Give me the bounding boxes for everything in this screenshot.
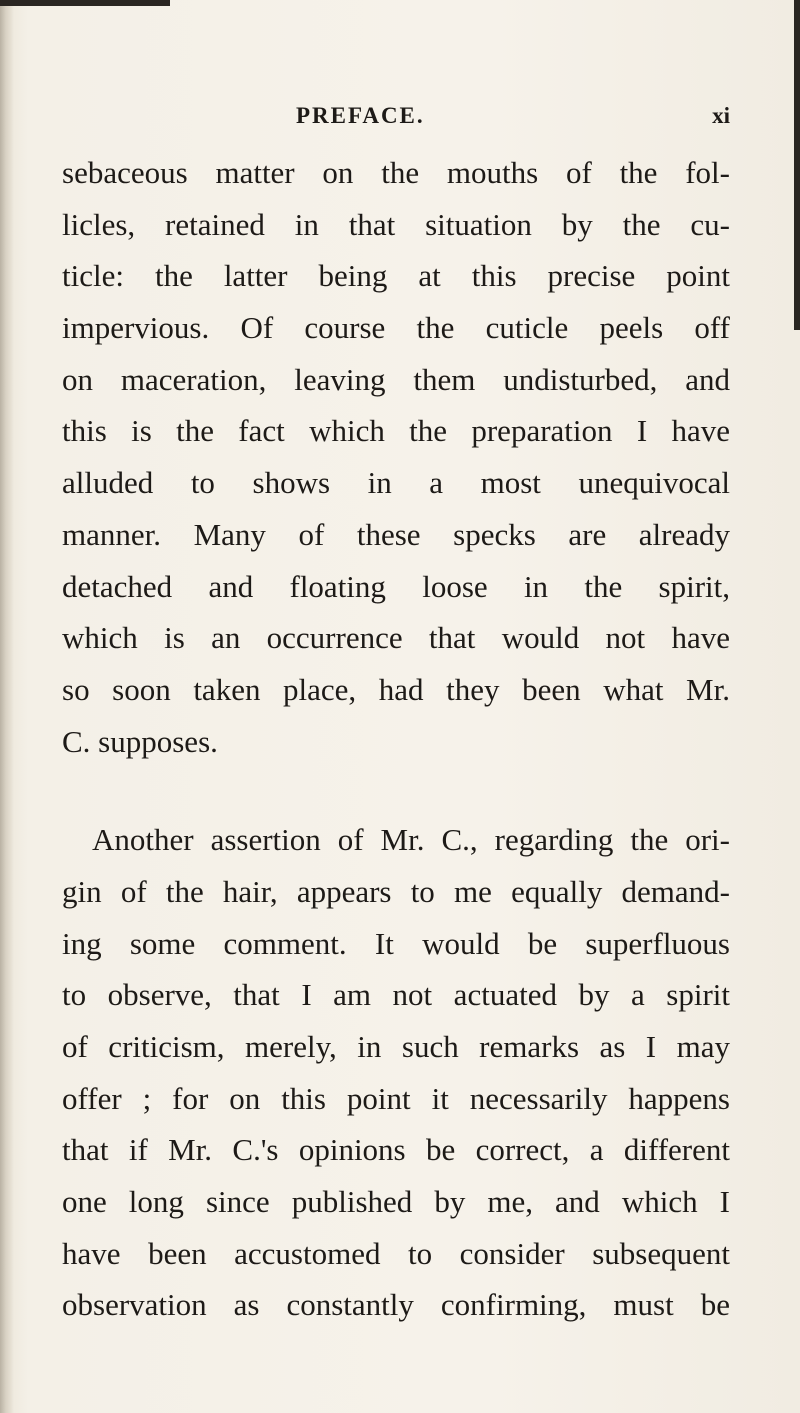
text-line: observation as constantly confirming, must be <box>62 1287 730 1323</box>
text-line: have been accustomed to consider subsequent <box>62 1235 730 1271</box>
text-line: to observe, that I am not actuated by a spirit <box>62 977 730 1013</box>
text-line: so soon taken place, had they been what Mr. <box>62 671 730 707</box>
text-line: that if Mr. C.'s opinions be correct, a different <box>62 1132 730 1168</box>
paragraph-gap <box>62 767 730 814</box>
body-text <box>62 147 730 1331</box>
text-line: of criticism, merely, in such remarks as I may <box>62 1029 730 1064</box>
text-line: sebaceous matter on the mouths of the fol- <box>62 155 730 190</box>
text-line: detached and floating loose in the spirit, <box>62 568 730 604</box>
text-line: gin of the hair, appears to me equally demand- <box>62 873 730 909</box>
text-line: ing some comment. It would be superfluous <box>62 925 730 961</box>
text-line: this is the fact which the preparation I have <box>62 413 730 449</box>
text-line: manner. Many of these specks are already <box>62 516 730 552</box>
text-line: alluded to shows in a most unequivocal <box>62 465 730 501</box>
page-number: xi <box>712 103 730 128</box>
paragraph-1 <box>62 147 730 767</box>
text-line: impervious. Of course the cuticle peels off <box>62 310 730 346</box>
text-line: on maceration, leaving them undisturbed, and <box>62 361 730 397</box>
binding-shadow <box>0 0 14 1413</box>
text-line: Another assertion of Mr. C., regarding the ori- <box>92 822 730 858</box>
page-header <box>62 103 730 143</box>
text-line: which is an occurrence that would not have <box>62 620 730 656</box>
text-line: C. supposes. <box>62 723 218 759</box>
text-line: licles, retained in that situation by the cu- <box>62 206 730 242</box>
text-line: one long since published by me, and which I <box>62 1184 730 1220</box>
text-line: ticle: the latter being at this precise point <box>62 258 730 294</box>
scan-edge-right <box>794 0 800 330</box>
running-head: PREFACE. <box>296 103 425 128</box>
text-line: offer ; for on this point it necessarily happens <box>62 1080 730 1116</box>
paragraph-2 <box>62 814 730 1331</box>
scan-edge-top <box>0 0 170 6</box>
